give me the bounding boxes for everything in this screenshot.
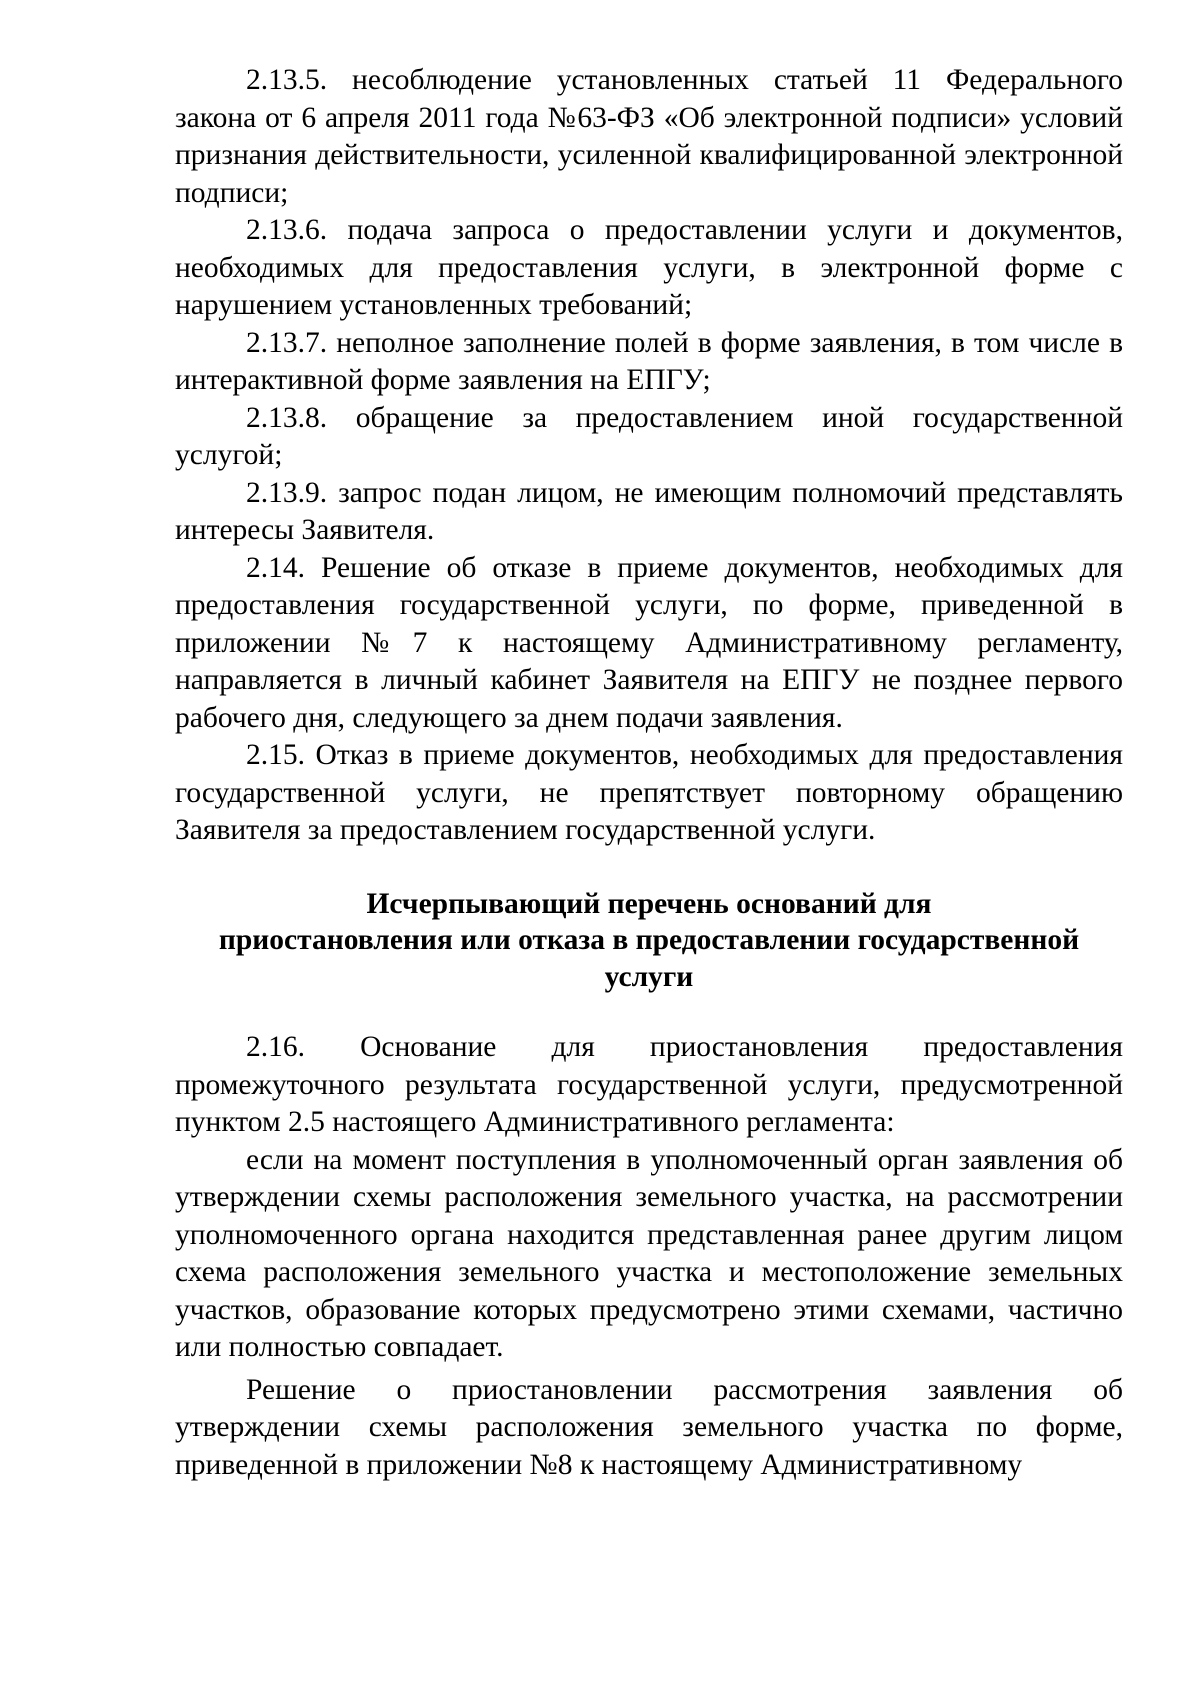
- document-page: [175, 62, 1123, 1484]
- paragraph-2-13-9: 2.13.9. запрос подан лицом, не имеющим полномочий представлять интересы Заявителя.: [175, 476, 1123, 546]
- heading-line-1: Исчерпывающий перечень оснований для: [366, 887, 932, 920]
- paragraph-2-13-7: 2.13.7. неполное заполнение полей в форме заявления, в том числе в интерактивной форме заявления на ЕПГУ;: [175, 326, 1123, 396]
- heading-line-3: услуги: [604, 960, 694, 993]
- heading-line-2: приостановления или отказа в предоставлении государственной: [218, 924, 1080, 956]
- paragraph-2-15: 2.15. Отказ в приеме документов, необходимых для предоставления государственной услуги, не препятствует повторному обращению Заявителя за предоставлением государственной услуги.: [175, 739, 1123, 846]
- paragraph-suspension-decision: Решение о приостановлении рассмотрения заявления об утверждении схемы расположения земельного участка по форме, приведенной в приложении №8 к настоящему Административному: [175, 1373, 1123, 1481]
- section-heading: [175, 886, 1123, 996]
- paragraph-2-13-6: 2.13.6. подача запроса о предоставлении услуги и документов, необходимых для предоставления услуги, в электронной форме с нарушением установленных требований;: [175, 214, 1123, 321]
- paragraph-2-16: 2.16. Основание для приостановления предоставления промежуточного результата государственной услуги, предусмотренной пунктом 2.5 настоящего Административного регламента:: [175, 1031, 1123, 1138]
- paragraph-2-14: 2.14. Решение об отказе в приеме документов, необходимых для предоставления государственной услуги, по форме, приведенной в приложении №7 к настоящему Административному регламенту, направляется в личный кабинет Заявителя на ЕПГУ не позднее первого рабочего дня, следующего за днем подачи заявления.: [175, 551, 1123, 734]
- paragraph-suspension-condition: если на момент поступления в уполномоченный орган заявления об утверждении схемы расположения земельного участка, на рассмотрении уполномоченного органа находится представленная ранее другим лицом схема расположения земельного участка и местоположение земельных участков, образование которых предусмотрено этими схемами, частично или полностью совпадает.: [175, 1143, 1123, 1363]
- paragraph-2-13-8: 2.13.8. обращение за предоставлением иной государственной услугой;: [175, 401, 1123, 471]
- paragraph-2-13-5: 2.13.5. несоблюдение установленных статьей 11 Федерального закона от 6 апреля 2011 года №63-ФЗ «Об электронной подписи» условий признания действительности, усиленной квалифицированной электронной подписи;: [175, 64, 1123, 209]
